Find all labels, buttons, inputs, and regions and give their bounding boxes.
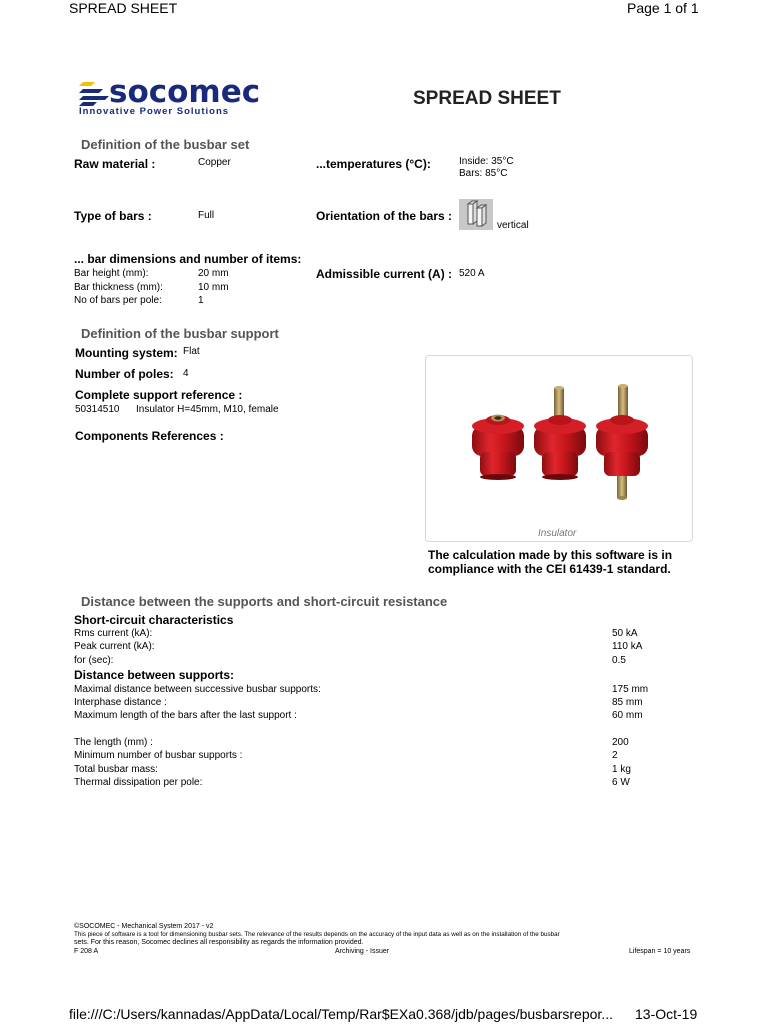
footer-lifespan: Lifespan = 10 years — [629, 948, 691, 955]
vertical-bars-icon — [459, 199, 493, 230]
orientation-label: Orientation of the bars : — [316, 209, 453, 223]
min-supports-label: Minimum number of busbar supports : — [74, 750, 243, 761]
interphase-distance-value: 85 mm — [612, 697, 643, 708]
support-reference-description: Insulator H=45mm, M10, female — [136, 404, 279, 415]
raw-material-value: Copper — [198, 157, 231, 168]
type-of-bars-value: Full — [198, 210, 215, 221]
peak-current-label: Peak current (kA): — [74, 641, 155, 652]
max-distance-label: Maximal distance between successive busbar supports: — [74, 684, 321, 695]
interphase-distance-label: Interphase distance : — [74, 697, 167, 708]
section-distance-title: Distance between the supports and short-circuit resistance — [81, 594, 448, 609]
footer-disclaimer-1: This piece of software is a tool for dimensioning busbar sets. The relevance of the results depends on the accuracy of the input data as well as on the installation of the busbar — [74, 931, 560, 938]
rms-current-label: Rms current (kA): — [74, 628, 153, 639]
number-of-poles-label: Number of poles: — [75, 367, 174, 381]
bar-height-value: 20 mm — [198, 268, 229, 279]
compliance-note-line2: compliance with the CEI 61439-1 standard. — [428, 562, 671, 576]
temperature-inside: Inside: 35°C — [459, 156, 514, 167]
duration-label: for (sec): — [74, 655, 114, 666]
insulator-female — [472, 415, 524, 481]
bar-thickness-label: Bar thickness (mm): — [74, 282, 163, 293]
footer-archiving: Archiving - Issuer — [335, 948, 390, 955]
insulator-stud — [534, 386, 586, 480]
thermal-dissipation-label: Thermal dissipation per pole: — [74, 777, 203, 788]
support-reference-code: 50314510 — [75, 404, 120, 415]
logo-brand: socomec — [109, 74, 261, 110]
logo-tagline: Innovative Power Solutions — [79, 106, 230, 117]
number-of-poles-value: 4 — [183, 368, 189, 379]
rms-current-value: 50 kA — [612, 628, 638, 639]
print-header-title: SPREAD SHEET — [69, 0, 178, 16]
footer-disclaimer-2: sets. For this reason, Socomec declines all responsibility as regards the information provided. — [74, 939, 364, 946]
temperature-bars: Bars: 85°C — [459, 168, 508, 179]
duration-value: 0.5 — [612, 655, 626, 666]
min-supports-value: 2 — [612, 750, 618, 761]
mounting-system-label: Mounting system: — [75, 346, 178, 360]
type-of-bars-label: Type of bars : — [74, 209, 152, 223]
socomec-logo — [79, 74, 294, 120]
total-mass-label: Total busbar mass: — [74, 764, 158, 775]
footer-form-code: F 208 A — [74, 948, 99, 955]
components-references-label: Components References : — [75, 429, 224, 443]
photo-caption: Insulator — [538, 528, 577, 539]
max-distance-value: 175 mm — [612, 684, 649, 695]
document-title: SPREAD SHEET — [413, 88, 561, 109]
admissible-current-value: 520 A — [459, 268, 485, 279]
bar-height-label: Bar height (mm): — [74, 268, 149, 279]
bars-per-pole-value: 1 — [198, 295, 204, 306]
thermal-dissipation-value: 6 W — [612, 777, 630, 788]
bar-thickness-value: 10 mm — [198, 282, 229, 293]
bars-per-pole-label: No of bars per pole: — [74, 295, 162, 306]
short-circuit-title: Short-circuit characteristics — [74, 613, 234, 627]
total-mass-value: 1 kg — [612, 764, 631, 775]
mounting-system-value: Flat — [183, 346, 200, 357]
admissible-current-label: Admissible current (A) : — [316, 267, 453, 281]
distance-between-supports-title: Distance between supports: — [74, 668, 235, 682]
print-header-page: Page 1 of 1 — [627, 0, 699, 16]
length-label: The length (mm) : — [74, 737, 153, 748]
insulator-photo — [426, 356, 692, 516]
temperatures-label: ...temperatures (°C): — [316, 157, 431, 171]
print-footer-date: 13-Oct-19 — [635, 1006, 698, 1022]
max-length-value: 60 mm — [612, 710, 643, 721]
footer-copyright: ©SOCOMEC - Mechanical System 2017 - v2 — [74, 923, 214, 930]
print-footer-path: file:///C:/Users/kannadas/AppData/Local/Temp/Rar$EXa0.368/jdb/pages/busbarsrepor... — [69, 1006, 613, 1022]
compliance-note-line1: The calculation made by this software is in — [428, 548, 673, 562]
insulator-photo-frame — [425, 355, 693, 542]
raw-material-label: Raw material : — [74, 157, 156, 171]
max-length-label: Maximum length of the bars after the last support : — [74, 710, 297, 721]
orientation-value: vertical — [497, 220, 529, 231]
bar-dimensions-label: ... bar dimensions and number of items: — [74, 252, 302, 266]
section-busbar-support-title: Definition of the busbar support — [81, 326, 279, 341]
insulator-double-stud — [596, 384, 648, 500]
peak-current-value: 110 kA — [612, 641, 643, 652]
section-busbar-set-title: Definition of the busbar set — [81, 137, 250, 152]
length-value: 200 — [612, 737, 629, 748]
support-reference-label: Complete support reference : — [75, 388, 243, 402]
socomec-logo-icon — [79, 82, 109, 106]
